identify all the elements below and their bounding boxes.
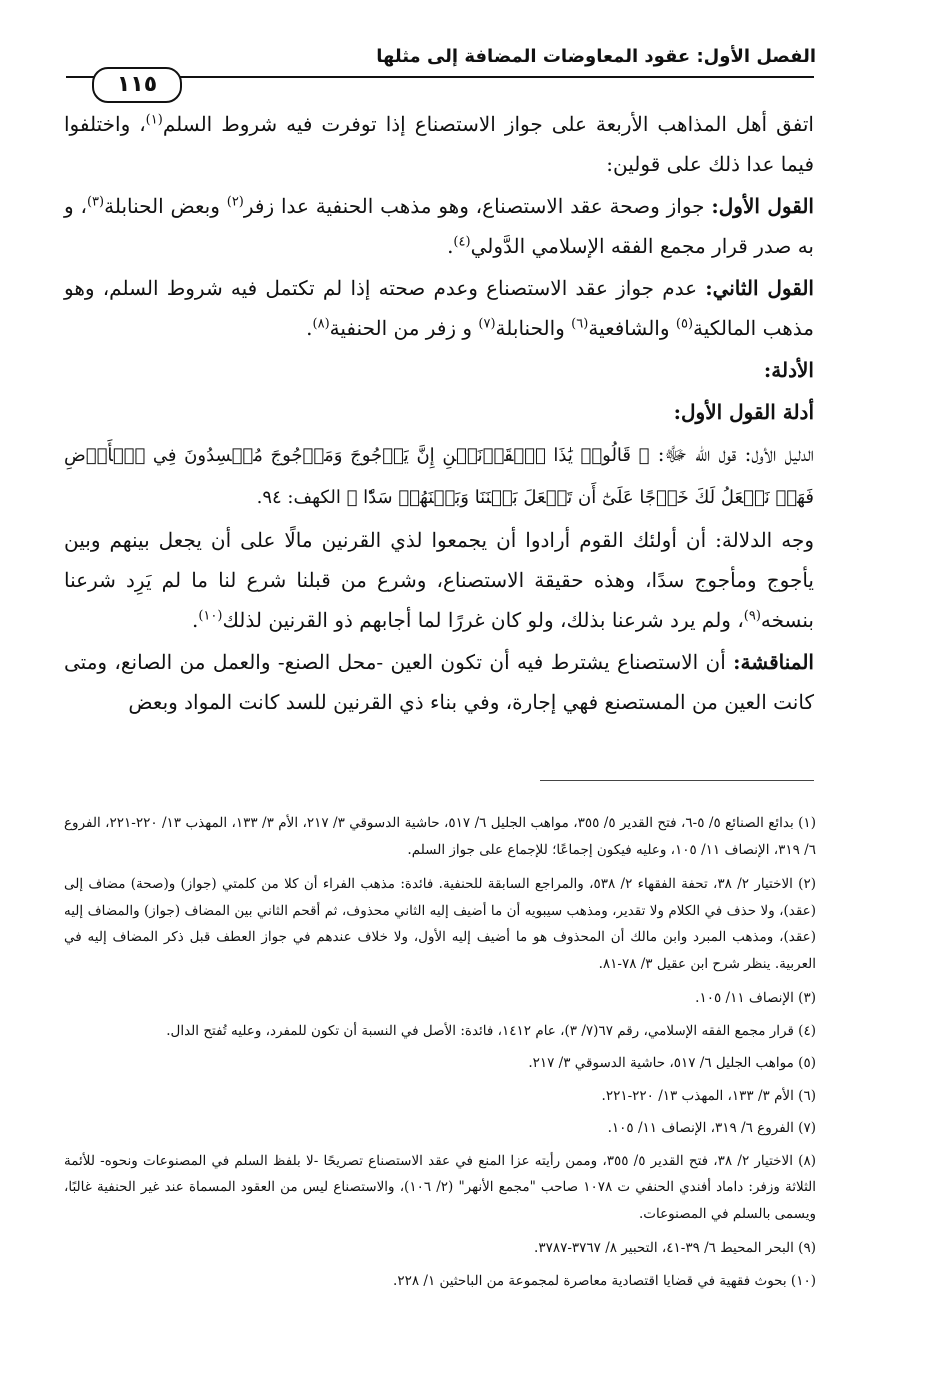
paragraph-discussion — [64, 642, 814, 722]
footnote-item: (٣) الإنصاف ١١/ ١٠٥. — [695, 990, 816, 1006]
heading-text: الأدلة: — [763, 358, 814, 382]
discussion-label: المناقشة: — [733, 650, 814, 674]
footnote-item: (٦) الأم ٣/ ١٣٣، المهذب ١٣/ ٢٢٠-٢٢١. — [601, 1087, 816, 1104]
footnote-ref: (٥) — [675, 316, 694, 332]
paragraph-text: جواز وصحة عقد الاستصناع، وهو مذهب الحنفية عدا زفر — [243, 194, 712, 218]
footnote-ref: (٣) — [86, 194, 105, 210]
paragraph-inference — [64, 520, 814, 640]
paragraph-text: ، ولم يرد شرعنا بذلك، ولو كان غررًا لما أجابهم ذو القرنين لذلك — [222, 608, 744, 632]
paragraph-text: والشافعية — [588, 316, 676, 340]
footnotes — [64, 810, 816, 1300]
paragraph-text: ، واختلفوا فيما عدا ذلك على قولين: — [64, 112, 814, 176]
footnote-ref: (٧) — [478, 316, 496, 332]
footnote-item: (٧) الفروع ٦/ ٣١٩، الإنصاف ١١/ ١٠٥. — [607, 1120, 816, 1136]
footnote-ref: (٩) — [743, 608, 761, 624]
paragraph-text: اتفق أهل المذاهب الأربعة على جواز الاستصناع إذا توفرت فيه شروط السلم — [162, 112, 814, 136]
footnote-ref: (١) — [145, 112, 163, 128]
paragraph-text: وجه الدلالة: أن أولئك القوم أرادوا أن يجمعوا لذي القرنين مالًا على أن يجعل بينهم وبين يأجوج ومأجوج سدًا، وهذه حقيقة الاستصناع، وشرع من قبلنا شرع لنا ما لم يَرِد شرعنا بنسخه — [64, 528, 814, 632]
paragraph-text: ، و به صدر قرار مجمع الفقه الإسلامي الدَّولي — [64, 194, 814, 258]
paragraph-first-opinion — [64, 186, 814, 266]
footnote-item: (٤) قرار مجمع الفقه الإسلامي، رقم ٦٧(٧/ ٣)، عام ١٤١٢، فائدة: الأصل في النسبة أن تكون للمفرد، وعليه تُفتح الدال. — [166, 1022, 816, 1039]
paragraph-text: . — [306, 316, 313, 340]
opinion-label: القول الأول: — [711, 194, 814, 218]
footnote-item: (١٠) بحوث فقهية في قضايا اقتصادية معاصرة لمجموعة من الباحثين ١/ ٢٢٨. — [393, 1272, 816, 1289]
footnote-ref: (٢) — [226, 194, 244, 210]
footnote-ref: (٦) — [571, 316, 589, 332]
paragraph-text: أن الاستصناع يشترط فيه أن تكون العين -محل الصنع- والعمل من الصانع، ومتى كانت العين من المستصنع فهي إجارة، وفي بناء ذي القرنين للسد كانت المواد وبعض — [64, 650, 814, 714]
heading-evidence — [64, 350, 814, 390]
footnote-item: (٥) مواهب الجليل ٦/ ٥١٧، حاشية الدسوقي ٣/ ٢١٧. — [528, 1055, 816, 1071]
body-text — [64, 104, 814, 724]
footnote-ref: (١٠) — [198, 608, 223, 624]
running-header-title: الفصل الأول: عقود المعاوضات المضافة إلى مثلها — [376, 46, 816, 67]
verse-reference: الكهف: ٩٤. — [256, 487, 347, 508]
paragraph-text: و زفر من الحنفية — [329, 316, 479, 340]
footnote-ref: (٨) — [312, 316, 330, 332]
paragraph-consensus — [64, 104, 814, 184]
paragraph-text: . — [191, 608, 199, 632]
footnote-item: (٨) الاختيار ٢/ ٣٨، فتح القدير ٥/ ٣٥٥، وممن رأيته عزا المنع في عقد الاستصناع تصريحًا -لا بلفظ السلم في المصنوعات ونحوه- للأئمة الثلاثة وزفر: داماد أفندي الحنفي ت ١٠٧٨ صاحب "مجمع الأنهر" (٢/ ١٠٦)، والاستصناع ليس من العقود المسماة عند غير الحنفية غالبًا، ويسمى بالسلم في المصنوعات. — [64, 1152, 817, 1222]
footnote-item: (٢) الاختيار ٢/ ٣٨، تحفة الفقهاء ٢/ ٥٣٨، والمراجع السابقة للحنفية. فائدة: مذهب الفراء أن كلا من كلمتي (جواز) و(صحة) مضاف إلى (عقد)، ولا حذف في الكلام ولا تقدير، ومذهب سيبويه أن ما أضيف إليه الثاني محذوف، ثم أقحم الثاني بين المضاف (جواز) والمضاف إليه (عقد)، ومذهب المبرد وابن مالك أن المحذوف هو ما أضيف إليه الأول، ولا خلاف عندهم في جواز العطف قبل ذكر المضاف إليه في العربية. ينظر شرح ابن عقيل ٣/ ٧٨-٨١. — [64, 876, 816, 972]
quran-verse: ﴿ قَالُوا۟ يَٰذَا ٱلۡقَرۡنَيۡنِ إِنَّ يَأۡجُوجَ وَمَأۡجُوجَ مُفۡسِدُونَ فِي ٱلۡأَرۡضِ فَهَلۡ نَجۡعَلُ لَكَ خَرۡجًا عَلَىٰٓ أَن تَجۡعَلَ بَيۡنَنَا وَبَيۡنَهُمۡ سَدّٗا ﴾ — [64, 445, 814, 508]
paragraph-text: الدليل الأول: قول الله ﷻ: — [649, 442, 814, 466]
page-number: ١١٥ — [92, 67, 182, 103]
opinion-label: القول الثاني: — [705, 276, 814, 300]
paragraph-first-proof — [64, 434, 814, 518]
footnote-item: (١) بدائع الصنائع ٥/ ٥-٦، فتح القدير ٥/ ٣٥٥، مواهب الجليل ٦/ ٥١٧، حاشية الدسوقي ٣/ ٢١٧، الأم ٣/ ١٣٣، المهذب ١٣/ ٢٢٠-٢٢١، الفروع ٦/ ٣١٩، الإنصاف ١١/ ١٠٥، وعليه فيكون إجماعًا؛ للإجماع على جواز السلم. — [64, 815, 816, 858]
paragraph-text: وبعض الحنابلة — [104, 194, 227, 218]
paragraph-text: . — [447, 234, 454, 258]
footnote-ref: (٤) — [453, 234, 471, 250]
paragraph-text: عدم جواز عقد الاستصناع وعدم صحته إذا لم تكتمل فيه شروط السلم، وهو مذهب المالكية — [64, 276, 814, 340]
heading-text: أدلة القول الأول: — [673, 400, 814, 424]
paragraph-second-opinion — [64, 268, 814, 348]
footnote-separator — [540, 780, 814, 781]
heading-first-evidence — [64, 392, 814, 432]
footnote-item: (٩) البحر المحيط ٦/ ٣٩-٤١، التحبير ٨/ ٣٧٦٧-٣٧٨٧. — [534, 1240, 816, 1256]
paragraph-text: والحنابلة — [495, 316, 572, 340]
